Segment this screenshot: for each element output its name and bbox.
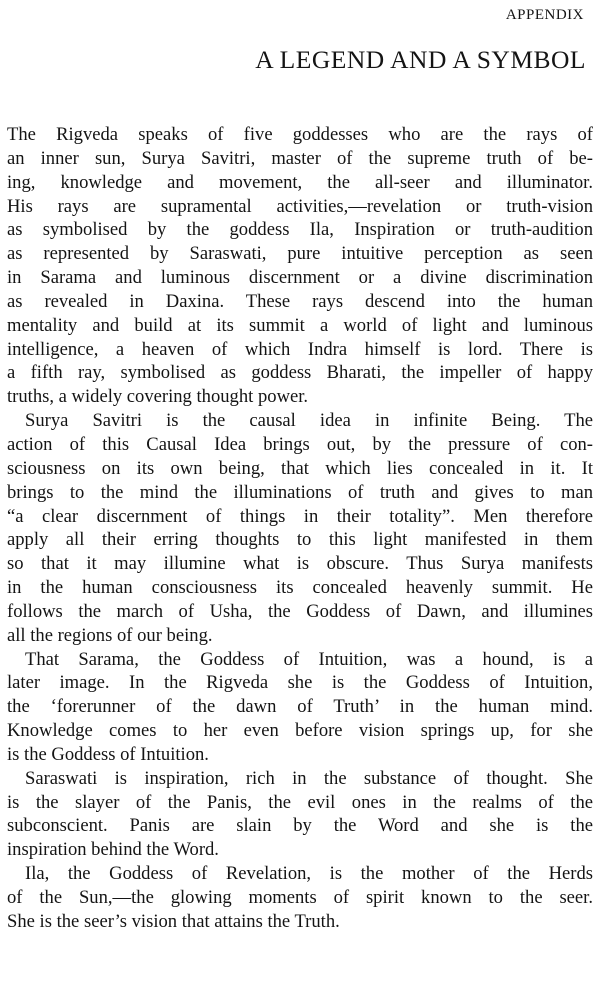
text-line: follows the march of Usha, the Goddess of Dawn, and illumines [7,600,593,622]
paragraph-5 [7,862,593,934]
text-line: action of this Causal Idea brings out, by the pressure of con- [7,433,593,455]
paragraph-1 [7,123,593,409]
text-line: so that it may illumine what is obscure. Thus Surya manifests [7,553,593,575]
paragraph-4 [7,767,593,862]
text-line: in the human consciousness its concealed heavenly summit. He [7,577,593,599]
text-line: is the slayer of the Panis, the evil ones in the realms of the [7,791,593,813]
text-line: inspiration behind the Word. [7,839,219,861]
text-line: That Sarama, the Goddess of Intuition, was a hound, is a [25,648,593,670]
text-line: Ila, the Goddess of Revelation, is the mother of the Herds [25,863,593,885]
text-line: intelligence, a heaven of which Indra himself is lord. There is [7,338,593,360]
text-line: a fifth ray, symbolised as goddess Bharati, the impeller of happy [7,362,593,384]
text-line: The Rigveda speaks of five goddesses who are the rays of [7,124,593,145]
text-line: apply all their erring thoughts to this light manifested in them [7,529,593,551]
text-line: She is the seer’s vision that attains the Truth. [7,910,340,932]
text-line: ing, knowledge and movement, the all-seer and illuminator. [7,171,593,193]
text-line: Surya Savitri is the causal idea in infinite Being. The [25,410,593,432]
text-line: is the Goddess of Intuition. [7,743,209,765]
text-line: brings to the mind the illuminations of truth and gives to man [7,481,593,503]
text-line: mentality and build at its summit a world of light and luminous [7,314,593,336]
text-line: “a clear discernment of things in their totality”. Men therefore [7,505,593,527]
paragraph-3 [7,648,593,767]
text-line: His rays are supramental activities,—revelation or truth-vision [7,195,593,217]
text-line: sciousness on its own being, that which lies concealed in it. It [7,457,593,479]
text-line: in Sarama and luminous discernment or a divine discrimination [7,267,593,289]
text-line: subconscient. Panis are slain by the Word and she is the [7,815,593,837]
text-line: Knowledge comes to her even before vision springs up, for she [7,720,593,742]
text-line: the ‘forerunner of the dawn of Truth’ in the human mind. [7,696,593,718]
body-text [7,123,593,934]
text-line: as revealed in Daxina. These rays descend into the human [7,290,593,312]
chapter-title: A LEGEND AND A SYMBOL [255,45,586,74]
text-line: later image. In the Rigveda she is the Goddess of Intuition, [7,672,593,694]
text-line: of the Sun,—the glowing moments of spirit known to the seer. [7,887,593,908]
text-line: an inner sun, Surya Savitri, master of the supreme truth of be- [7,147,593,169]
text-line: as represented by Saraswati, pure intuitive perception as seen [7,243,593,265]
text-line: truths, a widely covering thought power. [7,386,309,408]
text-line: as symbolised by the goddess Ila, Inspiration or truth-audition [7,219,593,241]
text-line: Saraswati is inspiration, rich in the substance of thought. She [25,767,593,789]
text-line: all the regions of our being. [7,624,213,646]
running-head: APPENDIX [505,7,584,23]
paragraph-2 [7,409,593,647]
